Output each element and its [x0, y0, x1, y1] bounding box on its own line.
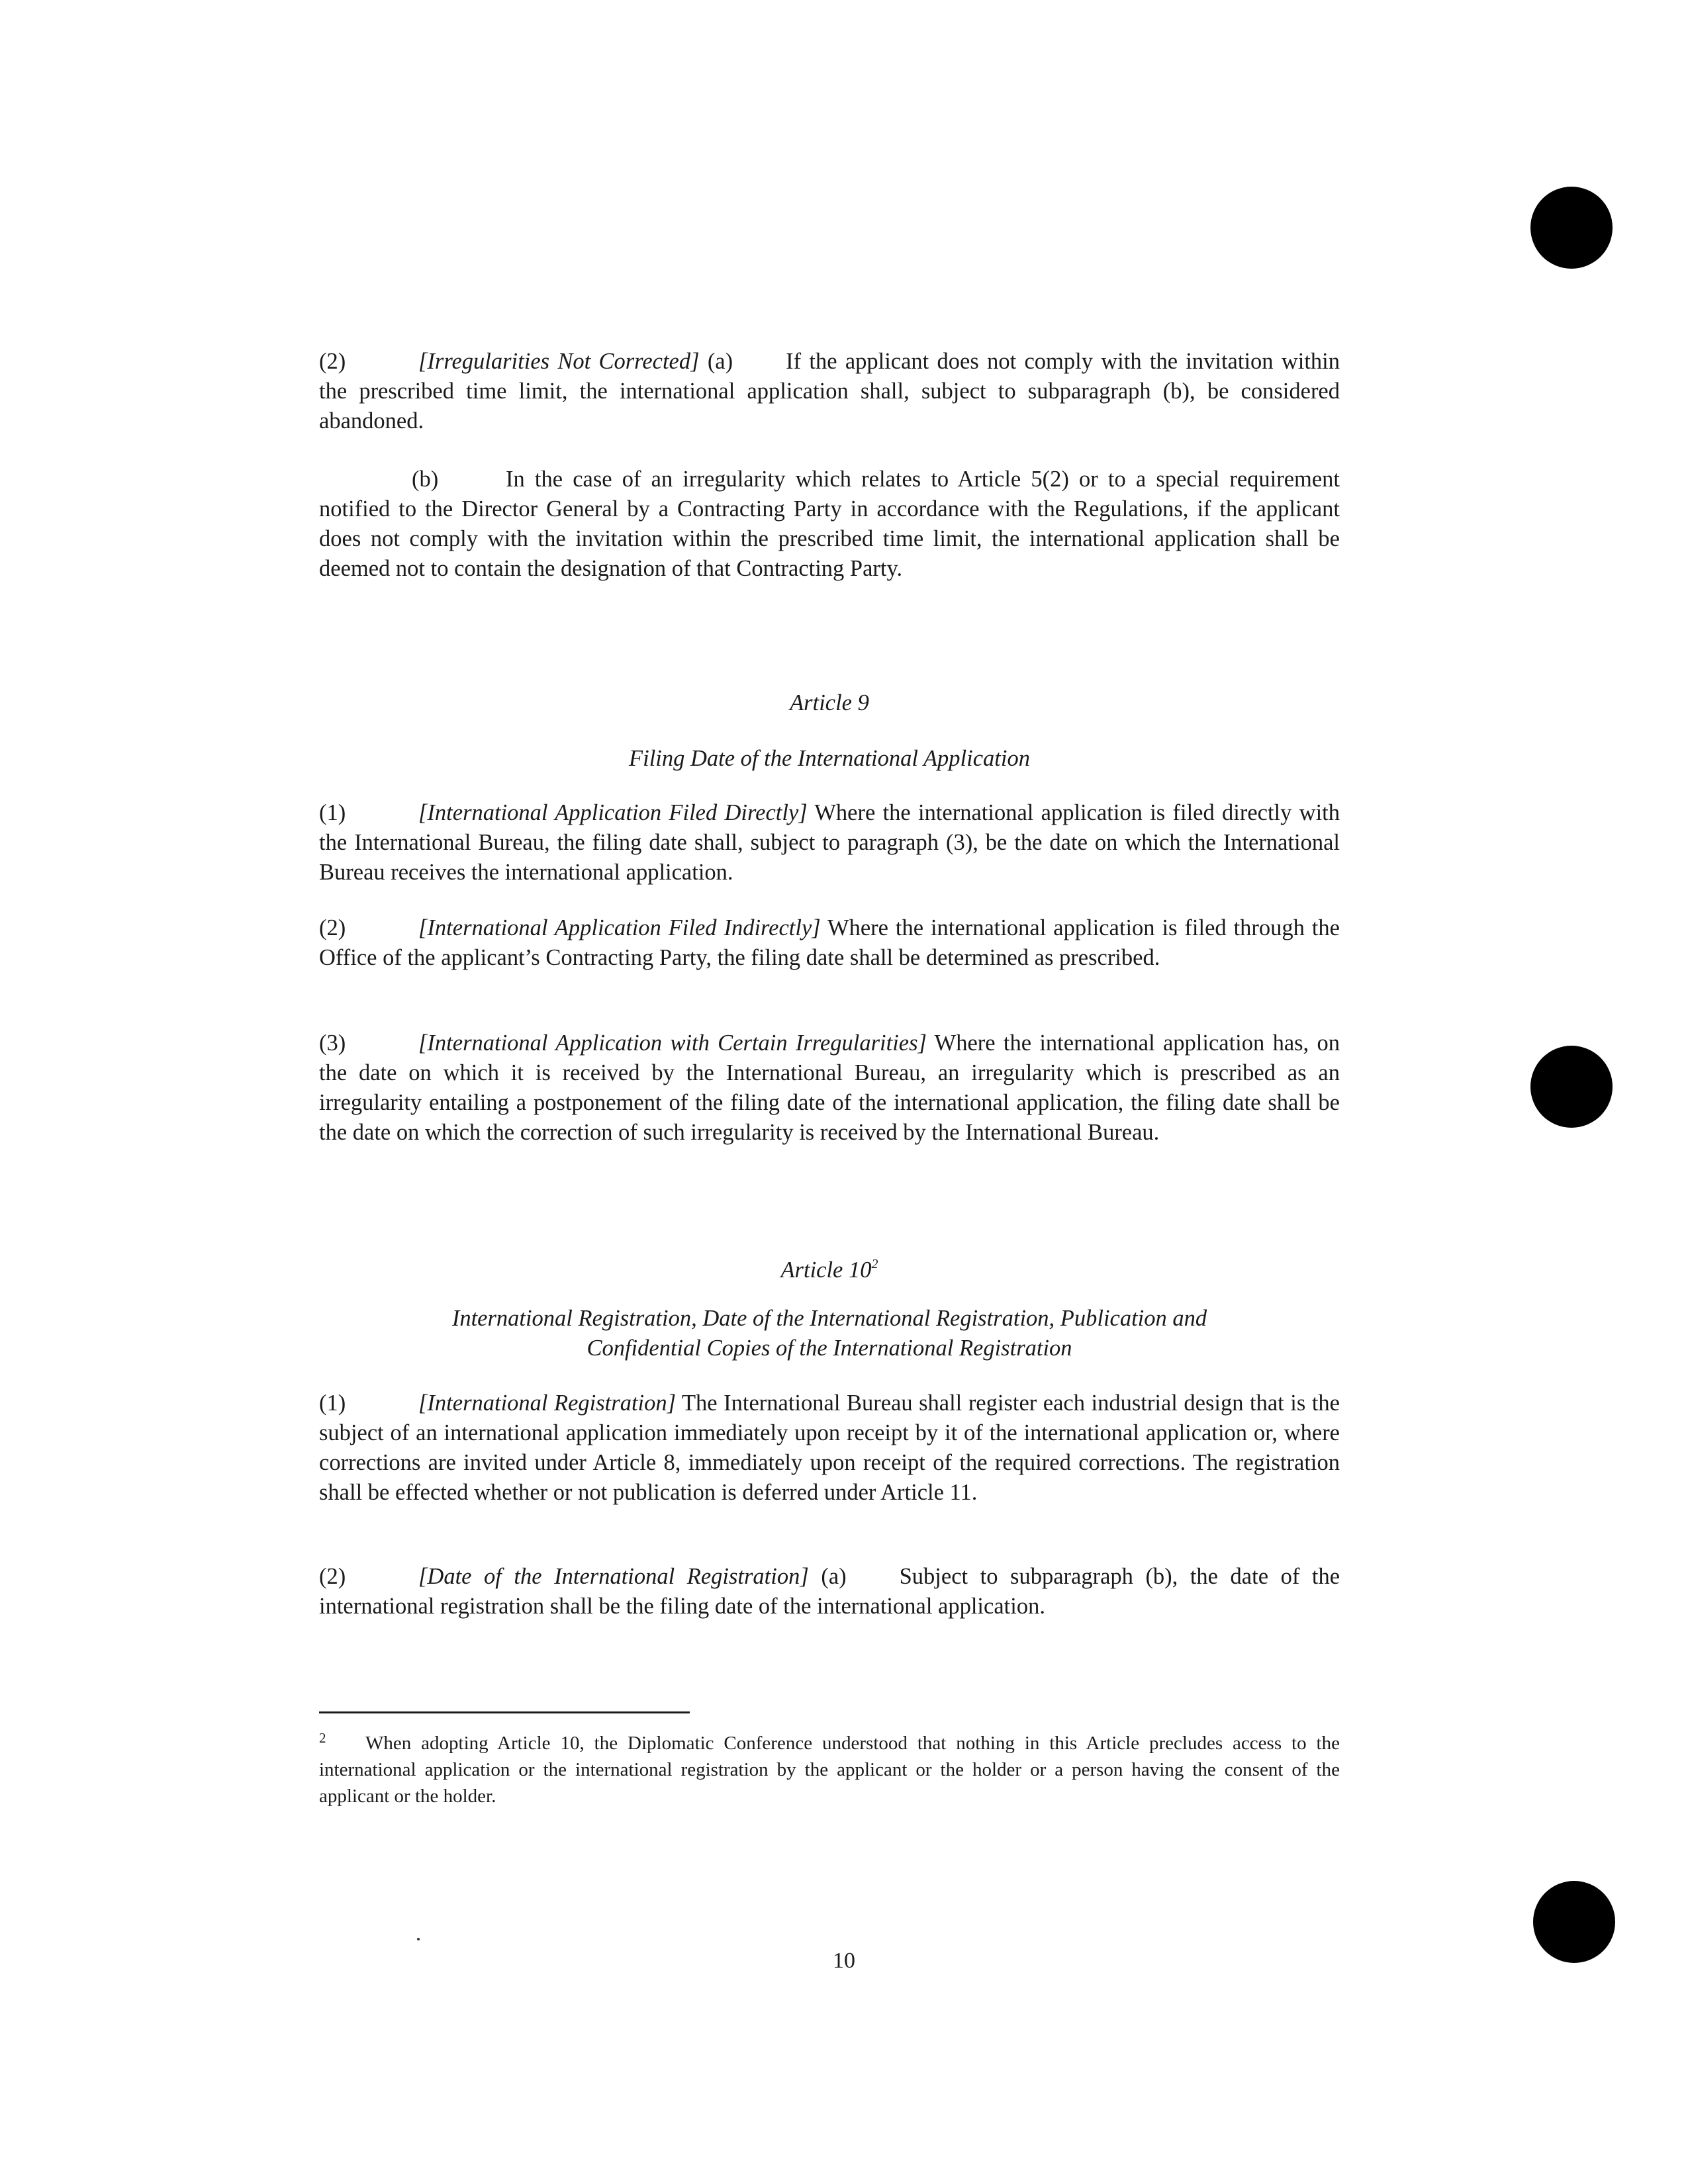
article-10-paragraph-2	[319, 1562, 1340, 1621]
subparagraph-b	[319, 465, 1340, 584]
article-9-paragraph-1	[319, 798, 1340, 887]
punch-hole-middle	[1530, 1046, 1613, 1128]
paragraph-irregularities-not-corrected	[319, 347, 1340, 436]
paragraph-title: [International Application with Certain Irregularities]	[418, 1030, 927, 1056]
paragraph-title: [International Registration]	[418, 1390, 677, 1416]
paragraph-number: (1)	[319, 800, 346, 825]
paragraph-title: [Date of the International Registration]	[418, 1564, 809, 1589]
paragraph-text: Subject to subparagraph (b), the date of the international registration shall be the filing date of the international application.	[319, 1564, 1340, 1619]
article-10-paragraph-1	[319, 1388, 1340, 1508]
paragraph-text: The International Bureau shall register each industrial design that is the subject of an international application immediately upon receipt by it of the international application or, where corrections are invited under Article 8, immediately upon receipt of the required corrections. The registration shall be effected whether or not publication is deferred under Article 11.	[319, 1390, 1340, 1505]
paragraph-number: (2)	[319, 1564, 346, 1589]
article-10-title-line-1: International Registration, Date of the International Registration, Publication and	[451, 1306, 1207, 1331]
paragraph-text: In the case of an irregularity which relates to Article 5(2) or to a special requirement notified to the Director General by a Contracting Party in accordance with the Regulations, if the applicant does not comply with the invitation within the prescribed time limit, the international application shall be deemed not to contain the designation of that Contracting Party.	[319, 467, 1340, 581]
article-10-heading-text: Article 10	[780, 1257, 872, 1283]
paragraph-title: [Irregularities Not Corrected]	[418, 349, 700, 374]
footnote	[319, 1725, 1340, 1809]
stray-mark	[417, 1938, 420, 1940]
paragraph-number: (3)	[319, 1030, 346, 1056]
subparagraph-label: (b)	[412, 467, 439, 492]
article-9-heading: Article 9	[790, 690, 869, 715]
footnote-reference: 2	[871, 1257, 878, 1271]
paragraph-text: Where the international application has, on the date on which it is received by the International Bureau, an irregularity which is prescribed as an irregularity entailing a postponement of the filing date of the international application, the filing date shall be the date on which the correction of such irregularity is received by the International Bureau.	[319, 1030, 1340, 1145]
article-9-paragraph-2	[319, 913, 1340, 973]
page-number: 10	[833, 1948, 855, 1973]
footnote-separator	[319, 1711, 690, 1713]
punch-hole-top	[1530, 187, 1613, 269]
footnote-number: 2	[319, 1730, 326, 1746]
paragraph-title: [International Application Filed Indirectly]	[418, 915, 821, 940]
article-10-title-line-2: Confidential Copies of the International Registration	[586, 1336, 1072, 1361]
paragraph-text: Where the international application is filed through the Office of the applicant’s Contracting Party, the filing date shall be determined as prescribed.	[319, 915, 1340, 970]
subparagraph-label: (a)	[821, 1564, 847, 1589]
paragraph-number: (2)	[319, 915, 346, 940]
paragraph-text: Where the international application is filed directly with the International Bureau, the filing date shall, subject to paragraph (3), be the date on which the International Bureau receives the international application.	[319, 800, 1340, 885]
article-10-title	[319, 1304, 1340, 1363]
paragraph-number: (2)	[319, 349, 346, 374]
paragraph-number: (1)	[319, 1390, 346, 1416]
article-10-heading	[319, 1250, 1340, 1285]
footnote-text: When adopting Article 10, the Diplomatic Conference understood that nothing in this Article precludes access to the international application or the international registration by the applicant or the holder or a person having the consent of the applicant or the holder.	[319, 1733, 1340, 1807]
paragraph-title: [International Application Filed Directly]	[418, 800, 808, 825]
article-9-paragraph-3	[319, 1028, 1340, 1148]
paragraph-text: If the applicant does not comply with the invitation within the prescribed time limit, the international application shall, subject to subparagraph (b), be considered abandoned.	[319, 349, 1340, 433]
article-9-title: Filing Date of the International Application	[629, 746, 1030, 771]
subparagraph-label: (a)	[707, 349, 733, 374]
